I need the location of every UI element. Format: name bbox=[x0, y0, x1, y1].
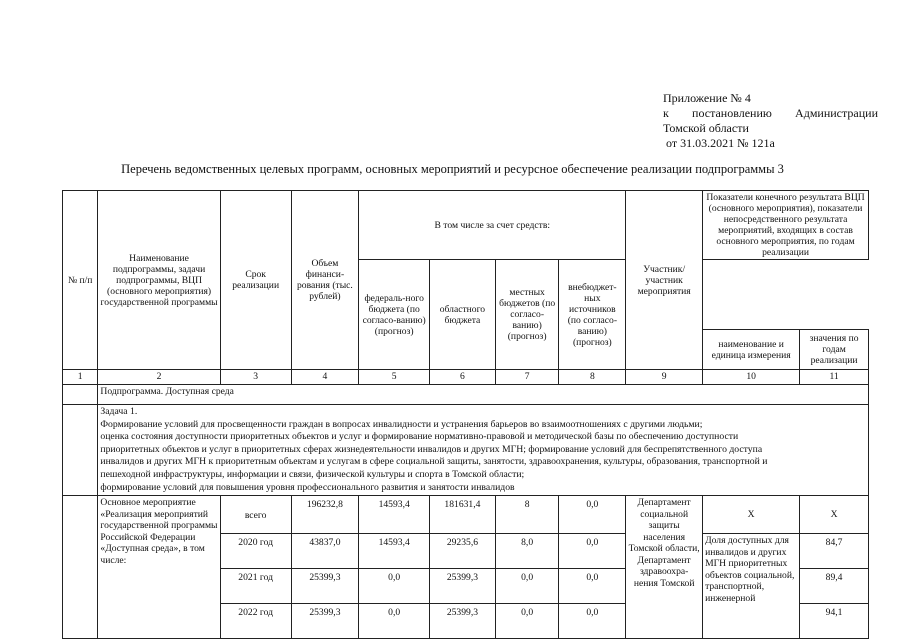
regional: 181631,4 bbox=[430, 496, 496, 534]
subprogram-row bbox=[63, 385, 869, 405]
period: 2021 год bbox=[220, 569, 291, 604]
indicator-value: 89,4 bbox=[800, 569, 869, 604]
subprogram-title: Подпрограмма. Доступная среда bbox=[98, 385, 869, 405]
extra: 0,0 bbox=[559, 604, 626, 639]
task-row bbox=[63, 405, 869, 496]
local: 8,0 bbox=[495, 534, 559, 569]
indicator-name: Доля доступных для инвалидов и других МГН приоритетных объектов социальной, транспортной, инженерной bbox=[703, 534, 800, 639]
federal: 0,0 bbox=[359, 569, 430, 604]
federal: 0,0 bbox=[359, 604, 430, 639]
task-line: приоритетных объектов и услуг в приоритетных сферах жизнедеятельности инвалидов и других МГН; формирование условий для беспрепятственного доступа bbox=[100, 443, 763, 455]
appendix-line-2 bbox=[663, 106, 878, 121]
header-indicators: Показатели конечного результата ВЦП (основного мероприятия), показатели непосредственного результата мероприятий, входящих в состав основного мероприятия, по годам реализации bbox=[703, 191, 869, 260]
period: всего bbox=[220, 496, 291, 534]
appendix-block bbox=[663, 91, 878, 151]
header-extra: внебюджет-ных источников (по согласо-ванию) (прогноз) bbox=[559, 260, 626, 370]
task-cell bbox=[98, 405, 869, 496]
federal: 14593,4 bbox=[359, 496, 430, 534]
col-num-2: 2 bbox=[98, 370, 220, 385]
col-num-7: 7 bbox=[495, 370, 559, 385]
col-num-8: 8 bbox=[559, 370, 626, 385]
col-num-1: 1 bbox=[63, 370, 98, 385]
indicator-value: 94,1 bbox=[800, 604, 869, 639]
col-num-10: 10 bbox=[703, 370, 800, 385]
regional: 25399,3 bbox=[430, 604, 496, 639]
resource-table bbox=[62, 190, 869, 639]
local: 0,0 bbox=[495, 569, 559, 604]
period: 2020 год bbox=[220, 534, 291, 569]
header-indicator-name: наименование и единица измерения bbox=[703, 330, 800, 370]
federal: 14593,4 bbox=[359, 534, 430, 569]
volume: 196232,8 bbox=[291, 496, 359, 534]
extra: 0,0 bbox=[559, 496, 626, 534]
extra: 0,0 bbox=[559, 569, 626, 604]
task-line: инвалидов и других МГН к приоритетным объектам и услугам в сфере социальной защиты, занятости, здравоохранения, культуры, образования, транспортной и bbox=[100, 456, 768, 468]
col-num-9: 9 bbox=[626, 370, 703, 385]
local: 0,0 bbox=[495, 604, 559, 639]
header-including: В том числе за счет средств: bbox=[359, 191, 626, 260]
local: 8 bbox=[495, 496, 559, 534]
header-federal: федераль-ного бюджета (по согласо-ванию) (прогноз) bbox=[359, 260, 430, 370]
header-indicator-values: значения по годам реализации bbox=[800, 330, 869, 370]
main-activity-name: Основное мероприятие «Реализация мероприятий государственной программы Российской Федерации «Доступная среда», в том числе: bbox=[98, 496, 220, 639]
header-regional: областного бюджета bbox=[430, 260, 496, 370]
col-num-4: 4 bbox=[291, 370, 359, 385]
header-term: Срок реализации bbox=[220, 191, 291, 370]
volume: 43837,0 bbox=[291, 534, 359, 569]
appendix-line-2-a: к bbox=[663, 106, 669, 120]
task-line: Формирование условий для просвещенности граждан в вопросах инвалидности и устранения барьеров во взаимоотношениях с другими людьми; bbox=[100, 418, 703, 430]
task-line: оценка состояния доступности приоритетных объектов и услуг и формирование нормативно-правовой и методической базы по обеспечению доступности bbox=[100, 431, 739, 443]
task-line: формирование условий для повышения уровня профессионального развития и занятости инвалидов bbox=[100, 481, 515, 493]
period: 2022 год bbox=[220, 604, 291, 639]
col-num-3: 3 bbox=[220, 370, 291, 385]
appendix-line-3: Томской области bbox=[663, 121, 749, 135]
task-line: пешеходной инфраструктуры, информации и связи, физической культуры и спорта в Томской области; bbox=[100, 468, 525, 480]
regional: 25399,3 bbox=[430, 569, 496, 604]
indicator-name-total: Х bbox=[703, 496, 800, 534]
appendix-line-4: от 31.03.2021 № 121а bbox=[663, 136, 775, 150]
appendix-line-2-c: Администрации bbox=[795, 106, 878, 120]
volume: 25399,3 bbox=[291, 604, 359, 639]
header-participant: Участник/ участник мероприятия bbox=[626, 191, 703, 370]
data-row-total bbox=[63, 496, 869, 534]
appendix-line-2-b: постановлению bbox=[692, 106, 772, 120]
header-name: Наименование подпрограммы, задачи подпрограммы, ВЦП (основного мероприятия) государственной программы bbox=[98, 191, 220, 370]
col-num-6: 6 bbox=[430, 370, 496, 385]
col-num-5: 5 bbox=[359, 370, 430, 385]
header-volume: Объем финанси-рования (тыс. рублей) bbox=[291, 191, 359, 370]
volume: 25399,3 bbox=[291, 569, 359, 604]
task-title: Задача 1. bbox=[100, 406, 138, 417]
indicator-value: 84,7 bbox=[800, 534, 869, 569]
extra: 0,0 bbox=[559, 534, 626, 569]
participant: Департамент социальной защиты населения Томской области, Департамент здравоохра-нения Томской bbox=[626, 496, 703, 639]
appendix-line-1: Приложение № 4 bbox=[663, 91, 751, 105]
column-number-row bbox=[63, 370, 869, 385]
regional: 29235,6 bbox=[430, 534, 496, 569]
indicator-value: Х bbox=[800, 496, 869, 534]
header-num: № п/п bbox=[63, 191, 98, 370]
document-title: Перечень ведомственных целевых программ, основных мероприятий и ресурсное обеспечение реализации подпрограммы 3 bbox=[121, 162, 784, 176]
col-num-11: 11 bbox=[800, 370, 869, 385]
header-local: местных бюджетов (по согласо-ванию) (прогноз) bbox=[495, 260, 559, 370]
